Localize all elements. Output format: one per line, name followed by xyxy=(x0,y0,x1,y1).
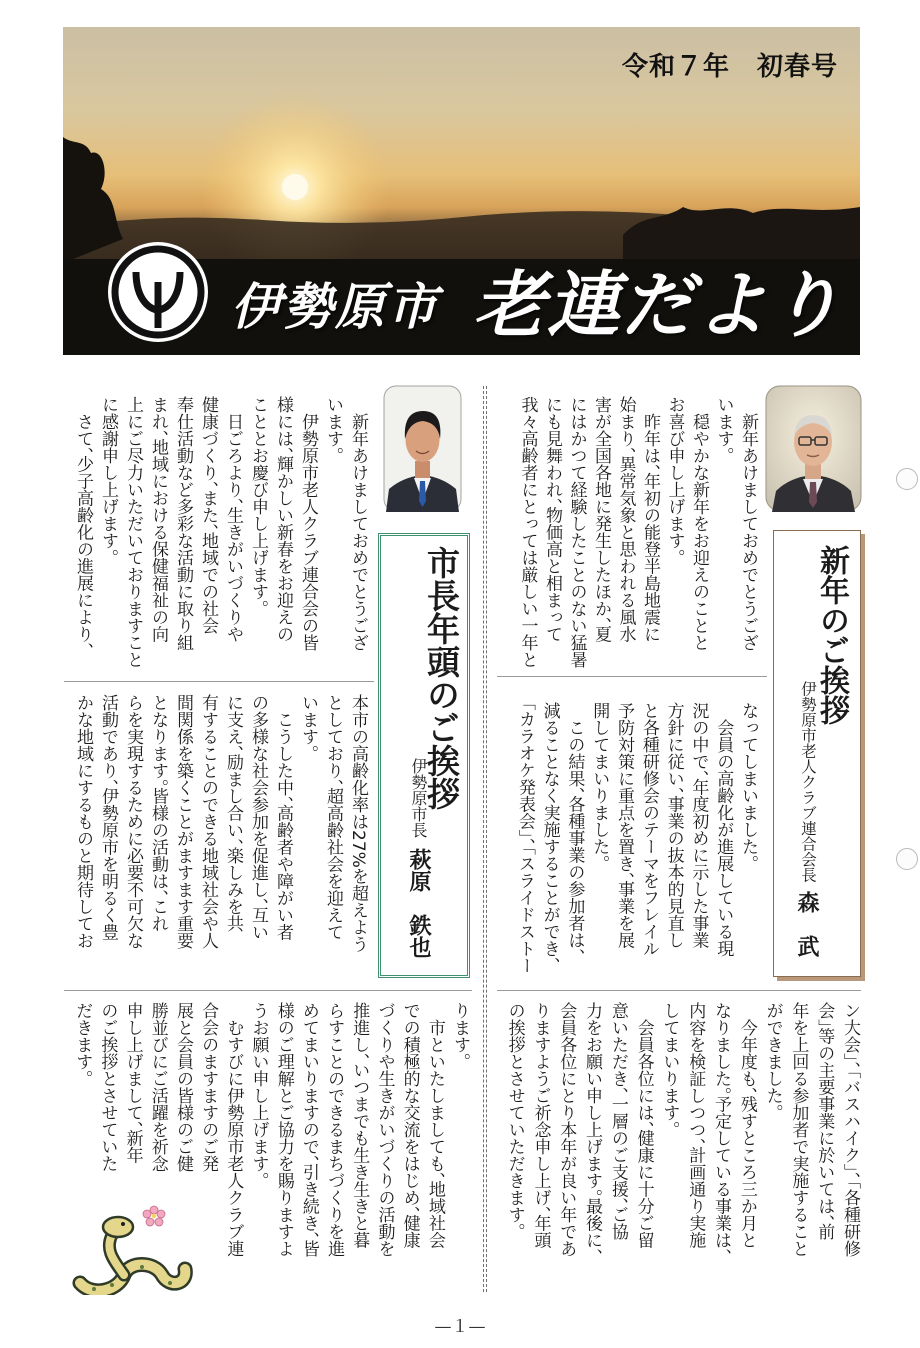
text-line: 間関係を築くことがますます重要 xyxy=(173,694,193,949)
snake-body xyxy=(80,1265,185,1291)
text-line: まれ、地域における保健福祉の向 xyxy=(148,396,168,643)
text-line: 健康づくり、また、地域での社会 xyxy=(198,396,218,634)
text-line: なりました。予定している事業は、 xyxy=(711,1002,732,1257)
mayor-text-block xyxy=(66,396,370,668)
text-line: 勝並びにご活躍を祈念 xyxy=(147,1002,168,1172)
text-line: います。 xyxy=(298,694,318,754)
text-line: 上にご尽力いただいておりますこと xyxy=(123,396,143,668)
text-line: にはかつて経験したことのない猛暑 xyxy=(566,396,587,668)
page-number: —１— xyxy=(434,1317,486,1337)
text-line: 合会のますますのご発 xyxy=(198,1002,219,1172)
text-line: 市といたしましても、地域社会 xyxy=(424,1002,445,1249)
text-line: 「カラオケ発表会」、「スライドストー xyxy=(514,702,535,974)
text-line: 方針に従い、事業の抜本的見直し xyxy=(663,702,684,949)
text-line: となります。皆様の活動は、これ xyxy=(148,694,168,932)
snake-illustration xyxy=(72,1203,194,1295)
masthead-title: 老連だより xyxy=(473,262,844,347)
mayor-name: 萩原 鉄也 xyxy=(406,848,432,958)
chairman-text-block xyxy=(500,1002,862,1294)
chairman-text-block xyxy=(505,396,760,668)
text-line: 予防対策に重点を置き、事業を展 xyxy=(614,702,635,949)
chairman-text-block xyxy=(505,702,760,978)
text-line: 力をお願い申し上げます。最後に、 xyxy=(582,1002,603,1257)
text-line: なってしまいました。 xyxy=(738,702,758,864)
text-line: こととお慶び申し上げます。 xyxy=(248,396,268,609)
text-line: としており、超高齢社会を迎えて xyxy=(323,694,343,941)
section-rule xyxy=(497,676,767,677)
text-line: らを実現するために必要不可欠な xyxy=(123,694,143,949)
text-line: 様には、輝かしい新春をお迎えの xyxy=(273,396,293,643)
text-line: 況の中で、年度初めに示した事業 xyxy=(688,702,709,949)
text-line: 減ることなく実施することができ、 xyxy=(539,702,560,966)
section-rule xyxy=(497,990,861,991)
text-line: お喜び申し上げます。 xyxy=(664,396,685,558)
issue-label: 令和７年 初春号 xyxy=(621,52,838,82)
masthead-banner xyxy=(63,27,860,355)
text-line: のご挨拶とさせていた xyxy=(97,1002,118,1172)
text-line: かな地域にするものと期待してお xyxy=(73,694,93,949)
text-line: 展と会員の皆様のご健 xyxy=(172,1002,193,1172)
text-line: らすことのできるまちづくりを進 xyxy=(324,1002,345,1257)
text-line: に支え、励まし合い、楽しみを共 xyxy=(223,694,243,932)
binding-hole xyxy=(896,468,918,490)
text-line: の多様な社会参加を促進し、互い xyxy=(248,694,268,941)
text-line: ができました。 xyxy=(762,1002,783,1113)
text-line: だきます。 xyxy=(72,1002,93,1079)
text-line: と各種研修会のテーマをフレイル xyxy=(638,702,659,957)
chairman-name: 森 武 xyxy=(794,891,820,957)
text-line: づくりや生きがいづくりの活動を xyxy=(374,1002,395,1257)
text-line: います。 xyxy=(323,396,343,456)
text-line: 会員の高齢化が進展している現 xyxy=(713,702,734,957)
text-line: 会員各位には、健康に十分ご留 xyxy=(633,1002,654,1249)
chairman-portrait-photo xyxy=(765,385,862,512)
text-line: 推進し、いつまでも生き生きと暮 xyxy=(349,1002,370,1249)
text-line: 申し上げまして、新年 xyxy=(122,1002,143,1164)
text-line: 昨年は、年初の能登半島地震に xyxy=(640,396,660,643)
text-line: してまいります。 xyxy=(659,1002,680,1130)
text-line: 内容を検証しつつ、計画通り実施 xyxy=(685,1002,706,1249)
text-line: 有することのできる地域社会や人 xyxy=(198,694,218,949)
text-line: にも見舞われ、物価高と相まって xyxy=(542,396,562,643)
text-line: 日ごろより、生きがいづくりや xyxy=(223,396,243,643)
text-line: めてまいりますので、引き続き、皆 xyxy=(298,1002,319,1257)
mayor-heading: 市長年頭のご挨拶 xyxy=(422,546,461,810)
plum-blossom-icon xyxy=(143,1206,165,1226)
text-line: 開してまいりました。 xyxy=(589,702,610,864)
chairman-role: 伊勢原市老人クラブ連合会長 xyxy=(799,681,817,883)
section-rule xyxy=(64,681,374,682)
text-line: 会員各位にとり本年が良い年であ xyxy=(556,1002,577,1257)
text-line: います。 xyxy=(713,396,734,456)
snake-head xyxy=(103,1217,133,1237)
chairman-heading: 新年のご挨拶 xyxy=(814,545,849,725)
snake-eye xyxy=(121,1222,125,1226)
text-line: この結果、各種事業の参加者は、 xyxy=(564,702,585,957)
text-line: 新年あけましておめでとうござ xyxy=(348,396,368,651)
text-line: 会」等の主要事業に於いては、前 xyxy=(814,1002,835,1240)
text-line: うお願い申し上げます。 xyxy=(248,1002,269,1181)
portrait-neck xyxy=(415,461,430,478)
text-line: こうした中、高齢者や障がい者 xyxy=(273,694,293,941)
text-line: 年を上回る参加者で実施すること xyxy=(788,1002,809,1257)
text-line: 害が全国各地に発生したほか、夏 xyxy=(591,396,611,643)
text-line: ン大会」、「バスハイク」、「各種研修 xyxy=(840,1002,860,1257)
binding-hole xyxy=(896,848,918,870)
text-line: むすびに伊勢原市老人クラブ連 xyxy=(223,1002,244,1257)
text-line: 伊勢原市老人クラブ連合会の皆 xyxy=(298,396,318,651)
mayor-heading-box xyxy=(378,533,470,978)
text-line: ります。 xyxy=(450,1002,470,1062)
text-line: 本市の高齢化率は27%を超えよう xyxy=(348,694,368,953)
text-line: 今年度も、残すところ三か月と xyxy=(736,1002,757,1249)
sun xyxy=(282,174,308,200)
masthead-title-city: 伊勢原市 xyxy=(231,277,439,336)
mayor-text-block xyxy=(66,694,370,979)
city-emblem-icon xyxy=(106,240,210,344)
text-line: 新年あけましておめでとうござ xyxy=(738,396,758,651)
text-line: 様のご理解とご協力を賜りますよ xyxy=(273,1002,294,1257)
text-line: 始まり、異常気象と思われる風水 xyxy=(615,396,636,643)
column-divider xyxy=(483,386,487,1292)
mayor-portrait-photo xyxy=(383,385,462,512)
text-line: さて、少子高齢化の進展により、 xyxy=(73,396,93,651)
text-line: での積極的な交流をはじめ、健康 xyxy=(399,1002,420,1249)
chairman-heading-box xyxy=(773,530,861,977)
text-line: りますようご祈念申し上げ、年頭 xyxy=(530,1002,551,1249)
text-line: 意いただき、一層のご支援、ご協 xyxy=(607,1002,628,1240)
text-line: 我々高齢者にとっては厳しい一年と xyxy=(517,396,538,668)
text-line: 奉仕活動など多彩な活動に取り組 xyxy=(173,396,193,651)
text-line: 穏やかな新年をお迎えのことと xyxy=(689,396,709,651)
text-line: に感謝申し上げます。 xyxy=(98,396,118,558)
text-line: の挨拶とさせていただきます。 xyxy=(504,1002,525,1232)
section-rule xyxy=(64,990,472,991)
mayor-role: 伊勢原市長 xyxy=(409,758,428,838)
text-line: 活動であり、伊勢原市を明るく豊 xyxy=(98,694,118,941)
